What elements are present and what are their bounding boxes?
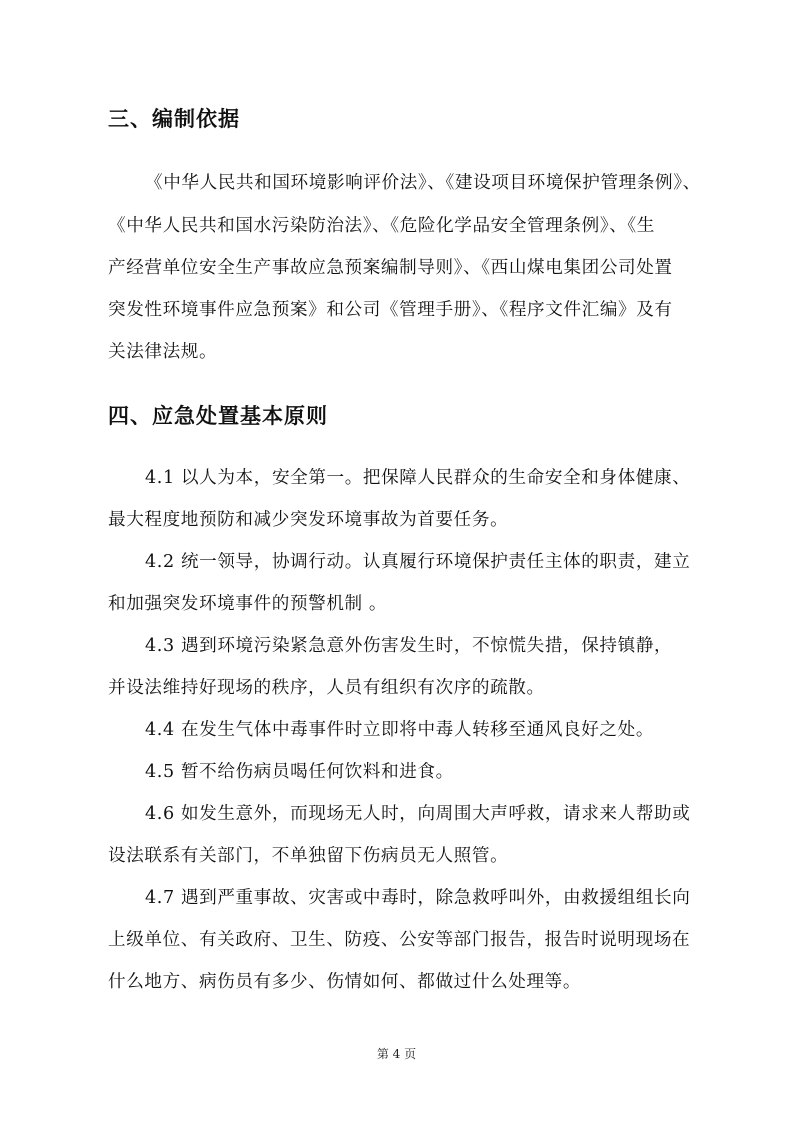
paragraph-line: 设法联系有关部门，不单独留下伤病员无人照管。 <box>108 846 509 866</box>
paragraph-line: 突发性环境事件应急预案》和公司《管理手册》、《程序文件汇编》及有 <box>108 300 673 320</box>
section-heading-basis: 三、编制依据 <box>108 107 240 131</box>
paragraph-line: 关法律法规。 <box>108 342 218 362</box>
principle-4-3: 4.3 遇到环境污染紧急意外伤害发生时，不惊慌失措，保持镇静， <box>145 636 673 656</box>
principle-4-5: 4.5 暂不给伤病员喝任何饮料和进食。 <box>145 762 454 782</box>
paragraph-line: 《中华人民共和国水污染防治法》、《危险化学品安全管理条例》、《生 <box>108 216 656 236</box>
principle-4-7: 4.7 遇到严重事故、灾害或中毒时，除急救呼叫外，由救援组组长向 <box>145 888 691 908</box>
paragraph-line: 什么地方、病伤员有多少、伤情如何、都做过什么处理等。 <box>108 972 582 992</box>
paragraph-line: 上级单位、有关政府、卫生、防疫、公安等部门报告，报告时说明现场在 <box>108 930 691 950</box>
paragraph-line: 产经营单位安全生产事故应急预案编制导则》、《西山煤电集团公司处置 <box>108 258 673 278</box>
principle-4-6: 4.6 如发生意外，而现场无人时，向周围大声呼救，请求来人帮助或 <box>145 804 691 824</box>
principle-4-2: 4.2 统一领导，协调行动。认真履行环境保护责任主体的职责，建立 <box>145 552 691 572</box>
paragraph-line: 并设法维持好现场的秩序，人员有组织有次序的疏散。 <box>108 678 545 698</box>
paragraph-line: 最大程度地预防和减少突发环境事故为首要任务。 <box>108 510 509 530</box>
principle-4-1: 4.1 以人为本，安全第一。把保障人民群众的生命安全和身体健康、 <box>145 468 691 488</box>
section-heading-principles: 四、应急处置基本原则 <box>108 404 328 428</box>
paragraph-line: 和加强突发环境事件的预警机制 。 <box>108 594 388 614</box>
principle-4-4: 4.4 在发生气体中毒事件时立即将中毒人转移至通风良好之处。 <box>145 720 655 740</box>
page-number: 第 4 页 <box>376 1047 417 1061</box>
paragraph-line: 《中华人民共和国环境影响评价法》、《建设项目环境保护管理条例》、 <box>145 173 701 193</box>
